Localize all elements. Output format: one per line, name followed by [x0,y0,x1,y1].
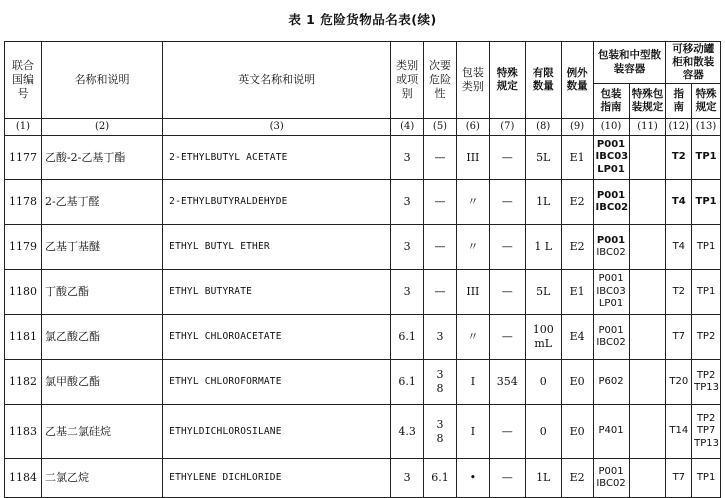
cell-excepted-quantity: E0 [561,405,593,459]
cell-limited-quantity: 5L [525,136,561,180]
header-special-packing: 特殊包装规定 [629,84,666,119]
table-title: 表 1 危险货物品名表(续) [288,12,437,27]
cell-packing-instruction: P001 IBC02 [593,180,629,225]
cell-limited-quantity: 1L [525,459,561,498]
cell-packing-group: I [456,360,489,405]
header-packing-group: 包装类别 [456,42,489,119]
cell-sub-risk: 3 [424,315,457,360]
cell-name-en: ETHYL BUTYL ETHER [163,225,391,270]
cell-tank-special: TP2 TP13 [692,360,721,405]
cell-name-en: ETHYL BUTYRATE [163,270,391,315]
header-tank-special: 特殊规定 [692,84,721,119]
cell-special-packing [629,180,666,225]
cell-name-cn: 氯甲酸乙酯 [41,360,162,405]
cell-special-provisions: 354 [489,360,525,405]
column-number: (1) [5,119,42,136]
cell-excepted-quantity: E1 [561,270,593,315]
cell-sub-risk: 3 8 [424,360,457,405]
cell-tank-special: TP2 TP7 TP13 [692,405,721,459]
cell-limited-quantity: 5L [525,270,561,315]
cell-special-provisions: — [489,180,525,225]
table-row [5,315,721,360]
cell-class: 3 [391,459,424,498]
cell-limited-quantity: 0 [525,360,561,405]
cell-excepted-quantity: E1 [561,136,593,180]
cell-tank-instruction: T2 [666,136,692,180]
cell-special-provisions: — [489,136,525,180]
table-row [5,270,721,315]
cell-name-cn: 乙基丁基醚 [41,225,162,270]
header-packaging-group: 包装和中型散装容器 [593,42,666,84]
cell-limited-quantity: 1 L [525,225,561,270]
cell-class: 3 [391,270,424,315]
header-excepted-quantity: 例外数量 [561,42,593,119]
cell-packing-instruction: P001 IBC02 [593,225,629,270]
cell-name-en: 2-ETHYLBUTYL ACETATE [163,136,391,180]
cell-excepted-quantity: E2 [561,180,593,225]
column-number: (2) [41,119,162,136]
cell-packing-group: 〃 [456,225,489,270]
cell-special-packing [629,459,666,498]
cell-class: 3 [391,225,424,270]
cell-un-number: 1179 [5,225,42,270]
cell-excepted-quantity: E0 [561,360,593,405]
cell-packing-instruction: P602 [593,360,629,405]
table-row [5,459,721,498]
cell-special-provisions: — [489,405,525,459]
header-tank-group: 可移动罐柜和散装容器 [666,42,721,84]
cell-tank-special: TP1 [692,136,721,180]
cell-un-number: 1180 [5,270,42,315]
cell-special-packing [629,405,666,459]
cell-tank-instruction: T7 [666,459,692,498]
cell-un-number: 1178 [5,180,42,225]
cell-class: 3 [391,180,424,225]
column-number: (8) [525,119,561,136]
cell-packing-instruction: P001 IBC03 LP01 [593,136,629,180]
cell-sub-risk: — [424,225,457,270]
cell-tank-special: TP2 [692,315,721,360]
cell-un-number: 1184 [5,459,42,498]
cell-tank-instruction: T14 [666,405,692,459]
cell-name-cn: 乙酸-2-乙基丁酯 [41,136,162,180]
cell-name-cn: 2-乙基丁醛 [41,180,162,225]
header-limited-quantity: 有限数量 [525,42,561,119]
cell-tank-special: TP1 [692,459,721,498]
cell-packing-group: III [456,270,489,315]
header-class: 类别或项别 [391,42,424,119]
cell-name-cn: 丁酸乙酯 [41,270,162,315]
column-number: (5) [424,119,457,136]
cell-excepted-quantity: E2 [561,225,593,270]
cell-sub-risk: — [424,136,457,180]
column-number: (4) [391,119,424,136]
cell-limited-quantity: 1L [525,180,561,225]
header-name-cn: 名称和说明 [41,42,162,119]
cell-packing-group: • [456,459,489,498]
cell-special-provisions: — [489,225,525,270]
cell-packing-group: 〃 [456,180,489,225]
cell-packing-group: I [456,405,489,459]
table-row [5,405,721,459]
table-row [5,136,721,180]
cell-name-en: 2-ETHYLBUTYRALDEHYDE [163,180,391,225]
column-number: (6) [456,119,489,136]
cell-tank-instruction: T7 [666,315,692,360]
cell-limited-quantity: 100 mL [525,315,561,360]
cell-special-packing [629,225,666,270]
column-number-row [5,119,721,136]
header-sub-risk: 次要危险性 [424,42,457,119]
cell-excepted-quantity: E4 [561,315,593,360]
cell-name-en: ETHYL CHLOROFORMATE [163,360,391,405]
cell-limited-quantity: 0 [525,405,561,459]
cell-class: 6.1 [391,315,424,360]
cell-packing-instruction: P401 [593,405,629,459]
column-number: (3) [163,119,391,136]
cell-packing-group: III [456,136,489,180]
table-row [5,225,721,270]
header-special-provisions: 特殊规定 [489,42,525,119]
cell-un-number: 1182 [5,360,42,405]
cell-name-cn: 氯乙酸乙酯 [41,315,162,360]
cell-special-packing [629,360,666,405]
cell-class: 4.3 [391,405,424,459]
header-packing-instruction: 包装指南 [593,84,629,119]
cell-tank-special: TP1 [692,270,721,315]
cell-tank-instruction: T4 [666,225,692,270]
cell-tank-special: TP1 [692,225,721,270]
cell-sub-risk: — [424,270,457,315]
column-number: (12) [666,119,692,136]
column-number: (11) [629,119,666,136]
cell-special-packing [629,270,666,315]
cell-name-cn: 乙基二氯硅烷 [41,405,162,459]
header-un-no: 联合国编号 [5,42,42,119]
cell-tank-instruction: T20 [666,360,692,405]
cell-tank-instruction: T4 [666,180,692,225]
cell-packing-instruction: P001 IBC03 LP01 [593,270,629,315]
cell-special-packing [629,136,666,180]
column-number: (13) [692,119,721,136]
cell-sub-risk: 6.1 [424,459,457,498]
cell-un-number: 1181 [5,315,42,360]
cell-un-number: 1183 [5,405,42,459]
cell-excepted-quantity: E2 [561,459,593,498]
column-number: (9) [561,119,593,136]
cell-special-packing [629,315,666,360]
cell-name-en: ETHYL CHLOROACETATE [163,315,391,360]
cell-class: 3 [391,136,424,180]
cell-packing-group: 〃 [456,315,489,360]
cell-packing-instruction: P001 IBC02 [593,315,629,360]
cell-class: 6.1 [391,360,424,405]
cell-tank-special: TP1 [692,180,721,225]
header-name-en: 英文名称和说明 [163,42,391,119]
column-number: (7) [489,119,525,136]
cell-un-number: 1177 [5,136,42,180]
cell-name-en: ETHYLENE DICHLORIDE [163,459,391,498]
cell-tank-instruction: T2 [666,270,692,315]
cell-special-provisions: — [489,270,525,315]
table-row [5,180,721,225]
table-row [5,360,721,405]
cell-name-en: ETHYLDICHLOROSILANE [163,405,391,459]
cell-sub-risk: — [424,180,457,225]
cell-packing-instruction: P001 IBC02 [593,459,629,498]
cell-name-cn: 二氯乙烷 [41,459,162,498]
cell-sub-risk: 3 8 [424,405,457,459]
cell-special-provisions: — [489,459,525,498]
cell-special-provisions: — [489,315,525,360]
header-tank-instruction: 指南 [666,84,692,119]
column-number: (10) [593,119,629,136]
dangerous-goods-table [4,41,721,498]
